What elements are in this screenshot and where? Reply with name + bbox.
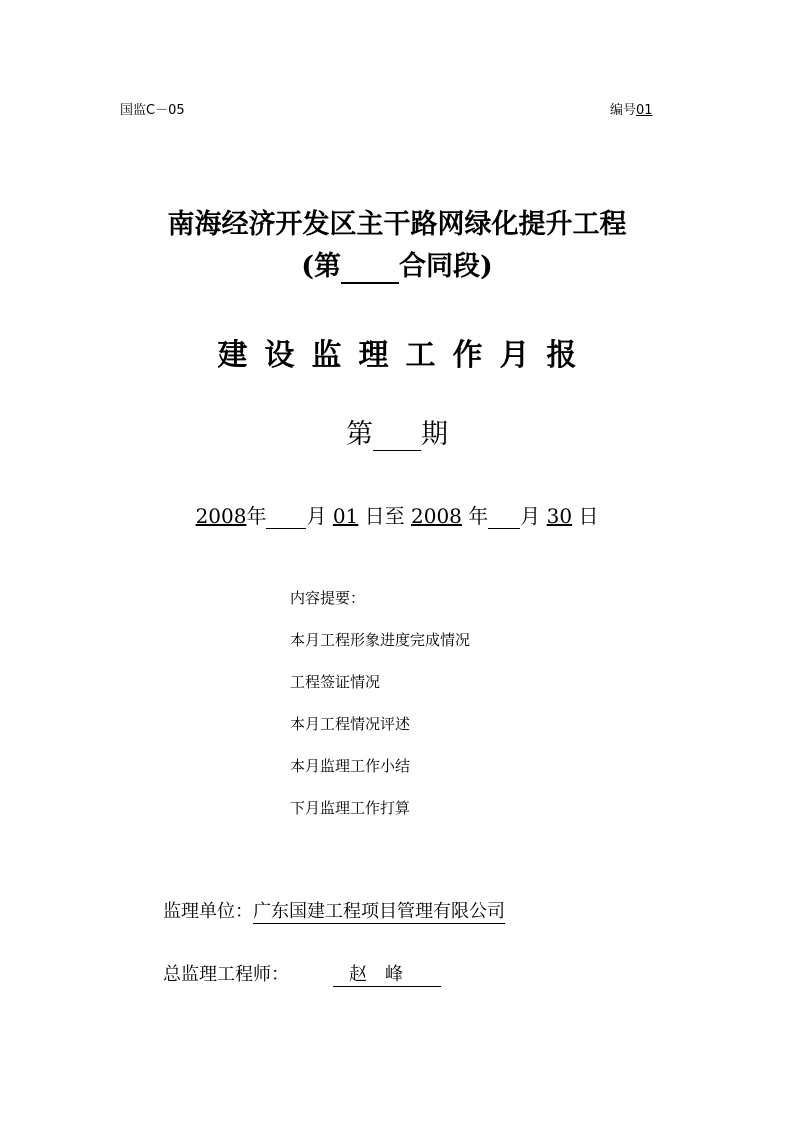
start-day: 01 <box>332 504 359 528</box>
contents-item: 本月工程情况评述 <box>290 715 411 733</box>
issue-suffix: 期 <box>421 419 448 450</box>
end-month-blank <box>488 504 520 529</box>
supervision-unit-label: 监理单位： <box>163 901 253 922</box>
start-month-label: 月 <box>306 504 327 528</box>
serial-number <box>610 99 653 118</box>
contents-heading: 内容提要： <box>290 589 366 607</box>
to-label: 至 <box>384 504 405 528</box>
issue-number-line <box>0 412 794 451</box>
end-day: 30 <box>546 504 573 528</box>
report-title <box>0 330 794 374</box>
issue-number-blank <box>373 419 421 451</box>
report-title-text: 建设监理工作月报 <box>217 338 594 373</box>
contract-suffix: 合同段) <box>399 251 493 282</box>
form-code <box>120 99 185 118</box>
serial-value: 01 <box>636 103 653 118</box>
contents-item: 本月工程形象进度完成情况 <box>290 631 471 649</box>
chief-engineer-line <box>163 960 441 987</box>
end-year-label: 年 <box>468 504 489 528</box>
start-year-label: 年 <box>246 504 267 528</box>
serial-label: 编号 <box>610 103 637 118</box>
end-day-label: 日 <box>578 504 599 528</box>
contract-prefix: (第 <box>301 251 341 282</box>
supervision-unit-line <box>163 897 505 924</box>
contents-item: 本月监理工作小结 <box>290 757 411 775</box>
contents-item: 下月监理工作打算 <box>290 799 411 817</box>
contents-item: 工程签证情况 <box>290 673 381 691</box>
start-year: 2008 <box>195 504 247 528</box>
contract-number-blank <box>341 251 399 284</box>
supervision-unit-value: 广东国建工程项目管理有限公司 <box>253 897 505 924</box>
start-day-label: 日 <box>364 504 385 528</box>
project-title <box>0 202 794 241</box>
report-period <box>0 500 794 529</box>
contract-section-line <box>0 244 794 284</box>
chief-engineer-label: 总监理工程师： <box>163 964 289 985</box>
end-month-label: 月 <box>520 504 541 528</box>
project-title-text: 南海经济开发区主干路网绿化提升工程 <box>167 209 627 240</box>
start-month-blank <box>266 504 306 529</box>
chief-engineer-value: 赵峰 <box>333 960 441 987</box>
issue-prefix: 第 <box>346 419 373 450</box>
form-code-text: 国监C－05 <box>120 103 185 118</box>
end-year: 2008 <box>411 504 462 528</box>
contents-summary <box>290 588 470 840</box>
